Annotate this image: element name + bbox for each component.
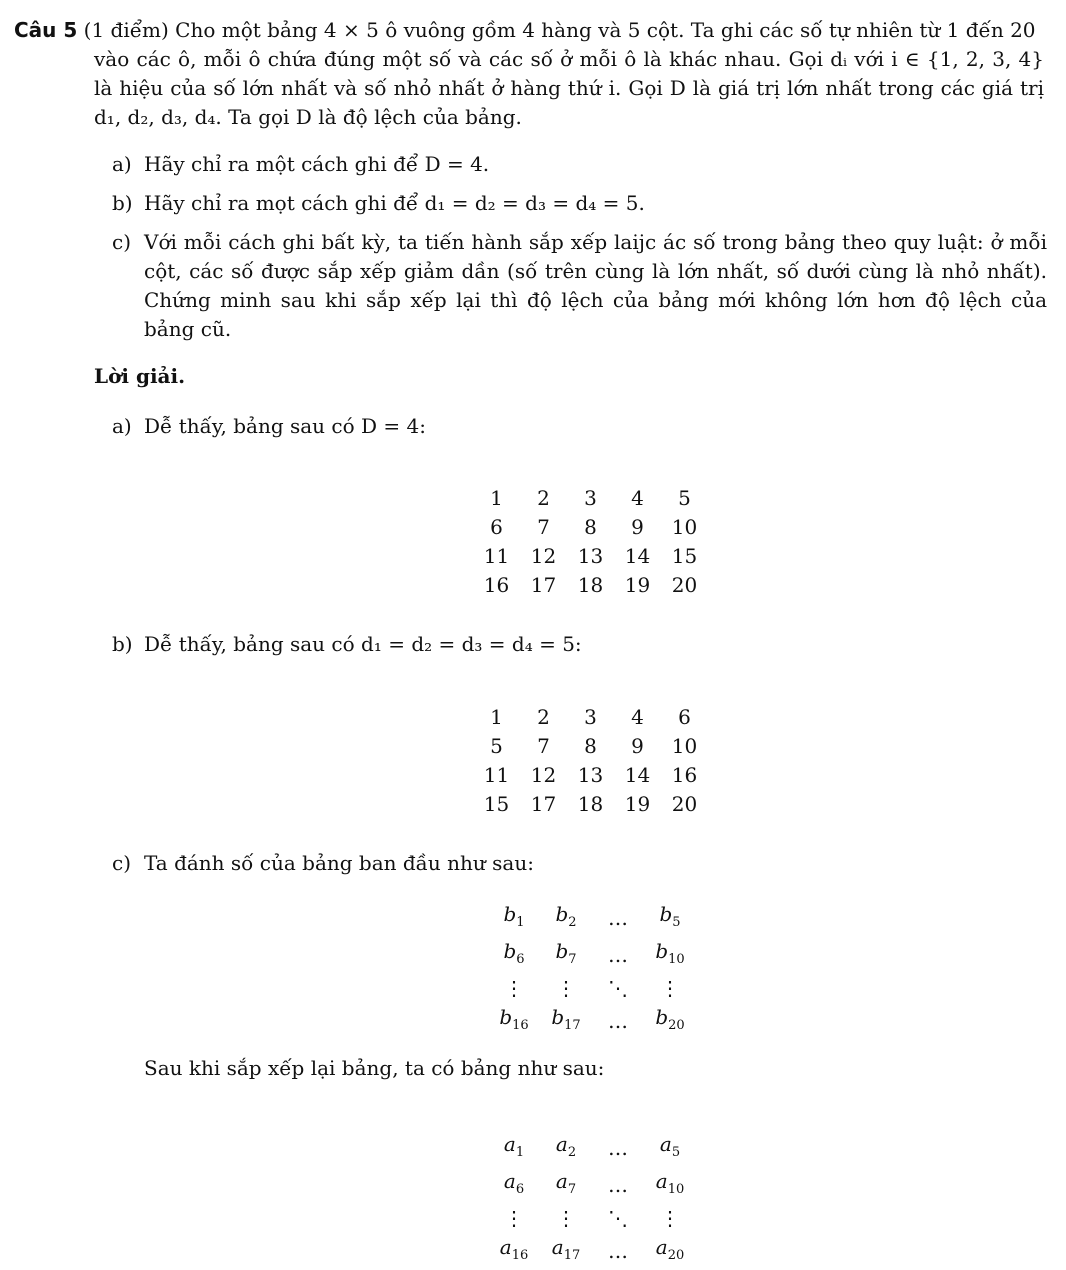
answer-a (112, 412, 1047, 441)
cell-symbol: b (499, 1005, 513, 1029)
table-b-symbols-body (488, 900, 696, 1040)
cell-symbol: ⋮ (660, 976, 680, 1000)
cell-subscript: 17 (564, 1018, 581, 1033)
table-cell: 20 (671, 573, 698, 597)
cell-symbol: ⋮ (556, 976, 576, 1000)
table-a-symbols-body (488, 1130, 696, 1270)
cell-symbol: … (608, 906, 628, 930)
table-cell (540, 1233, 592, 1270)
table-cell: 8 (584, 734, 597, 758)
question-a-text: Hãy chỉ ra một cách ghi để D = 4. (144, 152, 490, 176)
cell-symbol: ⋮ (556, 1206, 576, 1230)
table-cell: 10 (671, 515, 698, 539)
cell-symbol: … (608, 943, 628, 967)
problem-header (14, 16, 1044, 45)
table-cell: 14 (624, 763, 651, 787)
cell-symbol: b (555, 939, 569, 963)
table-cell: 15 (483, 792, 510, 816)
cell-symbol: a (655, 1169, 668, 1193)
table-cell (488, 974, 540, 1003)
table-row (488, 1233, 696, 1270)
table-cell (488, 937, 540, 974)
cell-symbol: a (659, 1132, 672, 1156)
question-b-text: Hãy chỉ ra mọt cách ghi để d₁ = d₂ = d₃ = d₄ = 5. (144, 191, 645, 215)
table-cell (488, 900, 540, 937)
question-a (112, 150, 1047, 179)
table-cell: 15 (671, 544, 698, 568)
cell-symbol: b (655, 939, 669, 963)
table-cell: 8 (584, 515, 597, 539)
table-cell (644, 1233, 696, 1270)
answer-a-text: Dễ thấy, bảng sau có D = 4: (144, 414, 426, 438)
cell-subscript: 10 (668, 952, 685, 967)
answer-c (112, 849, 1047, 878)
table-cell: 9 (631, 515, 644, 539)
table-cell (592, 1130, 644, 1167)
cell-symbol: … (608, 1009, 628, 1033)
table-cell: 12 (530, 763, 557, 787)
table-b-body (473, 703, 708, 819)
table-cell (540, 1130, 592, 1167)
question-b-mark: b) (112, 191, 133, 215)
table-row (488, 974, 696, 1003)
question-c (112, 228, 1047, 344)
table-b (473, 703, 708, 819)
table-cell: 18 (577, 792, 604, 816)
cell-subscript: 17 (563, 1248, 581, 1263)
table-cell: 5 (678, 486, 691, 510)
table-cell (644, 937, 696, 974)
table-row (488, 1130, 696, 1167)
table-cell: 17 (530, 792, 557, 816)
table-cell: 1 (490, 486, 503, 510)
answer-c-mark: c) (112, 851, 132, 875)
cell-symbol: ⋱ (608, 976, 628, 1000)
cell-subscript: 2 (568, 915, 577, 930)
table-cell (592, 1204, 644, 1233)
answer-b-text: Dễ thấy, bảng sau có d₁ = d₂ = d₃ = d₄ = 5: (144, 632, 582, 656)
answer-b-mark: b) (112, 632, 133, 656)
table-cell (592, 937, 644, 974)
cell-subscript: 16 (512, 1018, 529, 1033)
question-c-mark: c) (112, 230, 132, 254)
table-row (488, 1204, 696, 1233)
cell-symbol: a (555, 1169, 568, 1193)
cell-symbol: b (555, 902, 569, 926)
cell-symbol: b (503, 902, 517, 926)
cell-symbol: b (659, 902, 673, 926)
table-cell: 4 (631, 486, 644, 510)
answer-b (112, 630, 1047, 659)
cell-symbol: ⋱ (608, 1206, 628, 1230)
table-cell (488, 1003, 540, 1040)
table-row (473, 761, 708, 790)
table-cell: 12 (530, 544, 557, 568)
table-cell (592, 900, 644, 937)
table-row (473, 790, 708, 819)
table-cell: 13 (577, 763, 604, 787)
table-cell: 16 (671, 763, 698, 787)
cell-symbol: a (503, 1169, 516, 1193)
problem-body: vào các ô, mỗi ô chứa đúng một số và các số ở mỗi ô là khác nhau. Gọi dᵢ với i ∈ {1, 2, 3, 4} là hiệu của số lớn nhất và số nhỏ nhất ở hàng thứ i. Gọi D là giá trị lớn nhất trong các giá trị d₁, d₂, d₃, d₄. Ta gọi D là độ lệch của bảng. (94, 47, 1044, 129)
table-row (473, 542, 708, 571)
cell-subscript: 16 (511, 1248, 529, 1263)
table-row (488, 937, 696, 974)
table-cell (540, 937, 592, 974)
table-cell: 14 (624, 544, 651, 568)
table-a (473, 484, 708, 600)
cell-symbol: … (608, 1239, 628, 1263)
cell-symbol: b (503, 939, 517, 963)
table-cell: 6 (490, 515, 503, 539)
cell-subscript: 1 (516, 915, 525, 930)
table-cell (488, 1233, 540, 1270)
table-cell: 11 (483, 763, 510, 787)
table-cell (488, 1130, 540, 1167)
table-cell: 6 (678, 705, 691, 729)
table-cell (644, 1130, 696, 1167)
cell-symbol: ⋮ (660, 1206, 680, 1230)
table-cell: 7 (537, 515, 550, 539)
table-b-symbols (488, 900, 696, 1040)
cell-symbol: b (551, 1005, 565, 1029)
cell-symbol: a (503, 1132, 516, 1156)
table-cell: 20 (671, 792, 698, 816)
problem-intro: (1 điểm) Cho một bảng 4 × 5 ô vuông gồm 4 hàng và 5 cột. Ta ghi các số tự nhiên từ 1 đến 20 (83, 18, 1036, 42)
cell-symbol: a (655, 1235, 668, 1259)
problem-label: Câu 5 (14, 18, 78, 42)
table-cell (540, 1167, 592, 1204)
table-cell: 3 (584, 705, 597, 729)
solution-title: Lời giải. (94, 364, 186, 388)
table-row (488, 900, 696, 937)
question-b (112, 189, 1047, 218)
cell-symbol: … (608, 1173, 628, 1197)
cell-subscript: 7 (568, 952, 577, 967)
table-cell: 3 (584, 486, 597, 510)
table-cell: 13 (577, 544, 604, 568)
table-cell: 19 (624, 573, 651, 597)
cell-subscript: 5 (671, 1145, 681, 1160)
cell-symbol: a (499, 1235, 512, 1259)
table-cell (644, 1204, 696, 1233)
table-cell: 18 (577, 573, 604, 597)
table-row (473, 571, 708, 600)
cell-subscript: 20 (667, 1248, 685, 1263)
table-cell (644, 900, 696, 937)
table-cell: 10 (671, 734, 698, 758)
table-cell: 2 (537, 486, 550, 510)
table-cell (644, 1003, 696, 1040)
table-cell: 11 (483, 544, 510, 568)
cell-subscript: 7 (567, 1182, 577, 1197)
table-cell (644, 1167, 696, 1204)
table-row (488, 1167, 696, 1204)
answer-c-text: Ta đánh số của bảng ban đầu như sau: (144, 851, 534, 875)
table-row (473, 513, 708, 542)
table-cell: 9 (631, 734, 644, 758)
table-cell: 19 (624, 792, 651, 816)
table-cell (592, 1003, 644, 1040)
cell-symbol: ⋮ (504, 1206, 524, 1230)
cell-symbol: a (555, 1132, 568, 1156)
cell-subscript: 2 (567, 1145, 577, 1160)
table-cell (540, 974, 592, 1003)
table-cell: 16 (483, 573, 510, 597)
table-cell (592, 974, 644, 1003)
table-cell (540, 1204, 592, 1233)
table-row (473, 703, 708, 732)
table-cell (488, 1167, 540, 1204)
table-cell: 17 (530, 573, 557, 597)
after-sort-text: Sau khi sắp xếp lại bảng, ta có bảng như sau: (144, 1056, 605, 1080)
answer-a-mark: a) (112, 414, 132, 438)
table-cell: 4 (631, 705, 644, 729)
table-cell (540, 900, 592, 937)
table-row (473, 732, 708, 761)
table-cell (488, 1204, 540, 1233)
cell-subscript: 20 (668, 1018, 685, 1033)
cell-subscript: 5 (672, 915, 681, 930)
cell-symbol: … (608, 1136, 628, 1160)
cell-subscript: 10 (667, 1182, 685, 1197)
question-a-mark: a) (112, 152, 132, 176)
table-cell: 1 (490, 705, 503, 729)
table-row (488, 1003, 696, 1040)
cell-subscript: 6 (515, 1182, 525, 1197)
question-c-text: Với mỗi cách ghi bất kỳ, ta tiến hành sắp xếp laijc ác số trong bảng theo quy luật: ở mỗi cột, các số được sắp xếp giảm dần (số trên cùng là lớn nhất, số dưới cùng là nhỏ nhất). Chứng minh sau khi sắp xếp lại thì độ lệch của bảng mới không lớn hơn độ lệch của bảng cũ. (144, 230, 1047, 341)
table-cell: 2 (537, 705, 550, 729)
cell-subscript: 1 (515, 1145, 525, 1160)
cell-symbol: ⋮ (504, 976, 524, 1000)
table-cell (644, 974, 696, 1003)
table-cell: 5 (490, 734, 503, 758)
cell-symbol: a (551, 1235, 564, 1259)
table-cell (540, 1003, 592, 1040)
cell-symbol: b (655, 1005, 669, 1029)
table-cell (592, 1167, 644, 1204)
table-cell (592, 1233, 644, 1270)
cell-subscript: 6 (516, 952, 525, 967)
table-row (473, 484, 708, 513)
table-cell: 7 (537, 734, 550, 758)
table-a-symbols (488, 1130, 696, 1270)
table-a-body (473, 484, 708, 600)
